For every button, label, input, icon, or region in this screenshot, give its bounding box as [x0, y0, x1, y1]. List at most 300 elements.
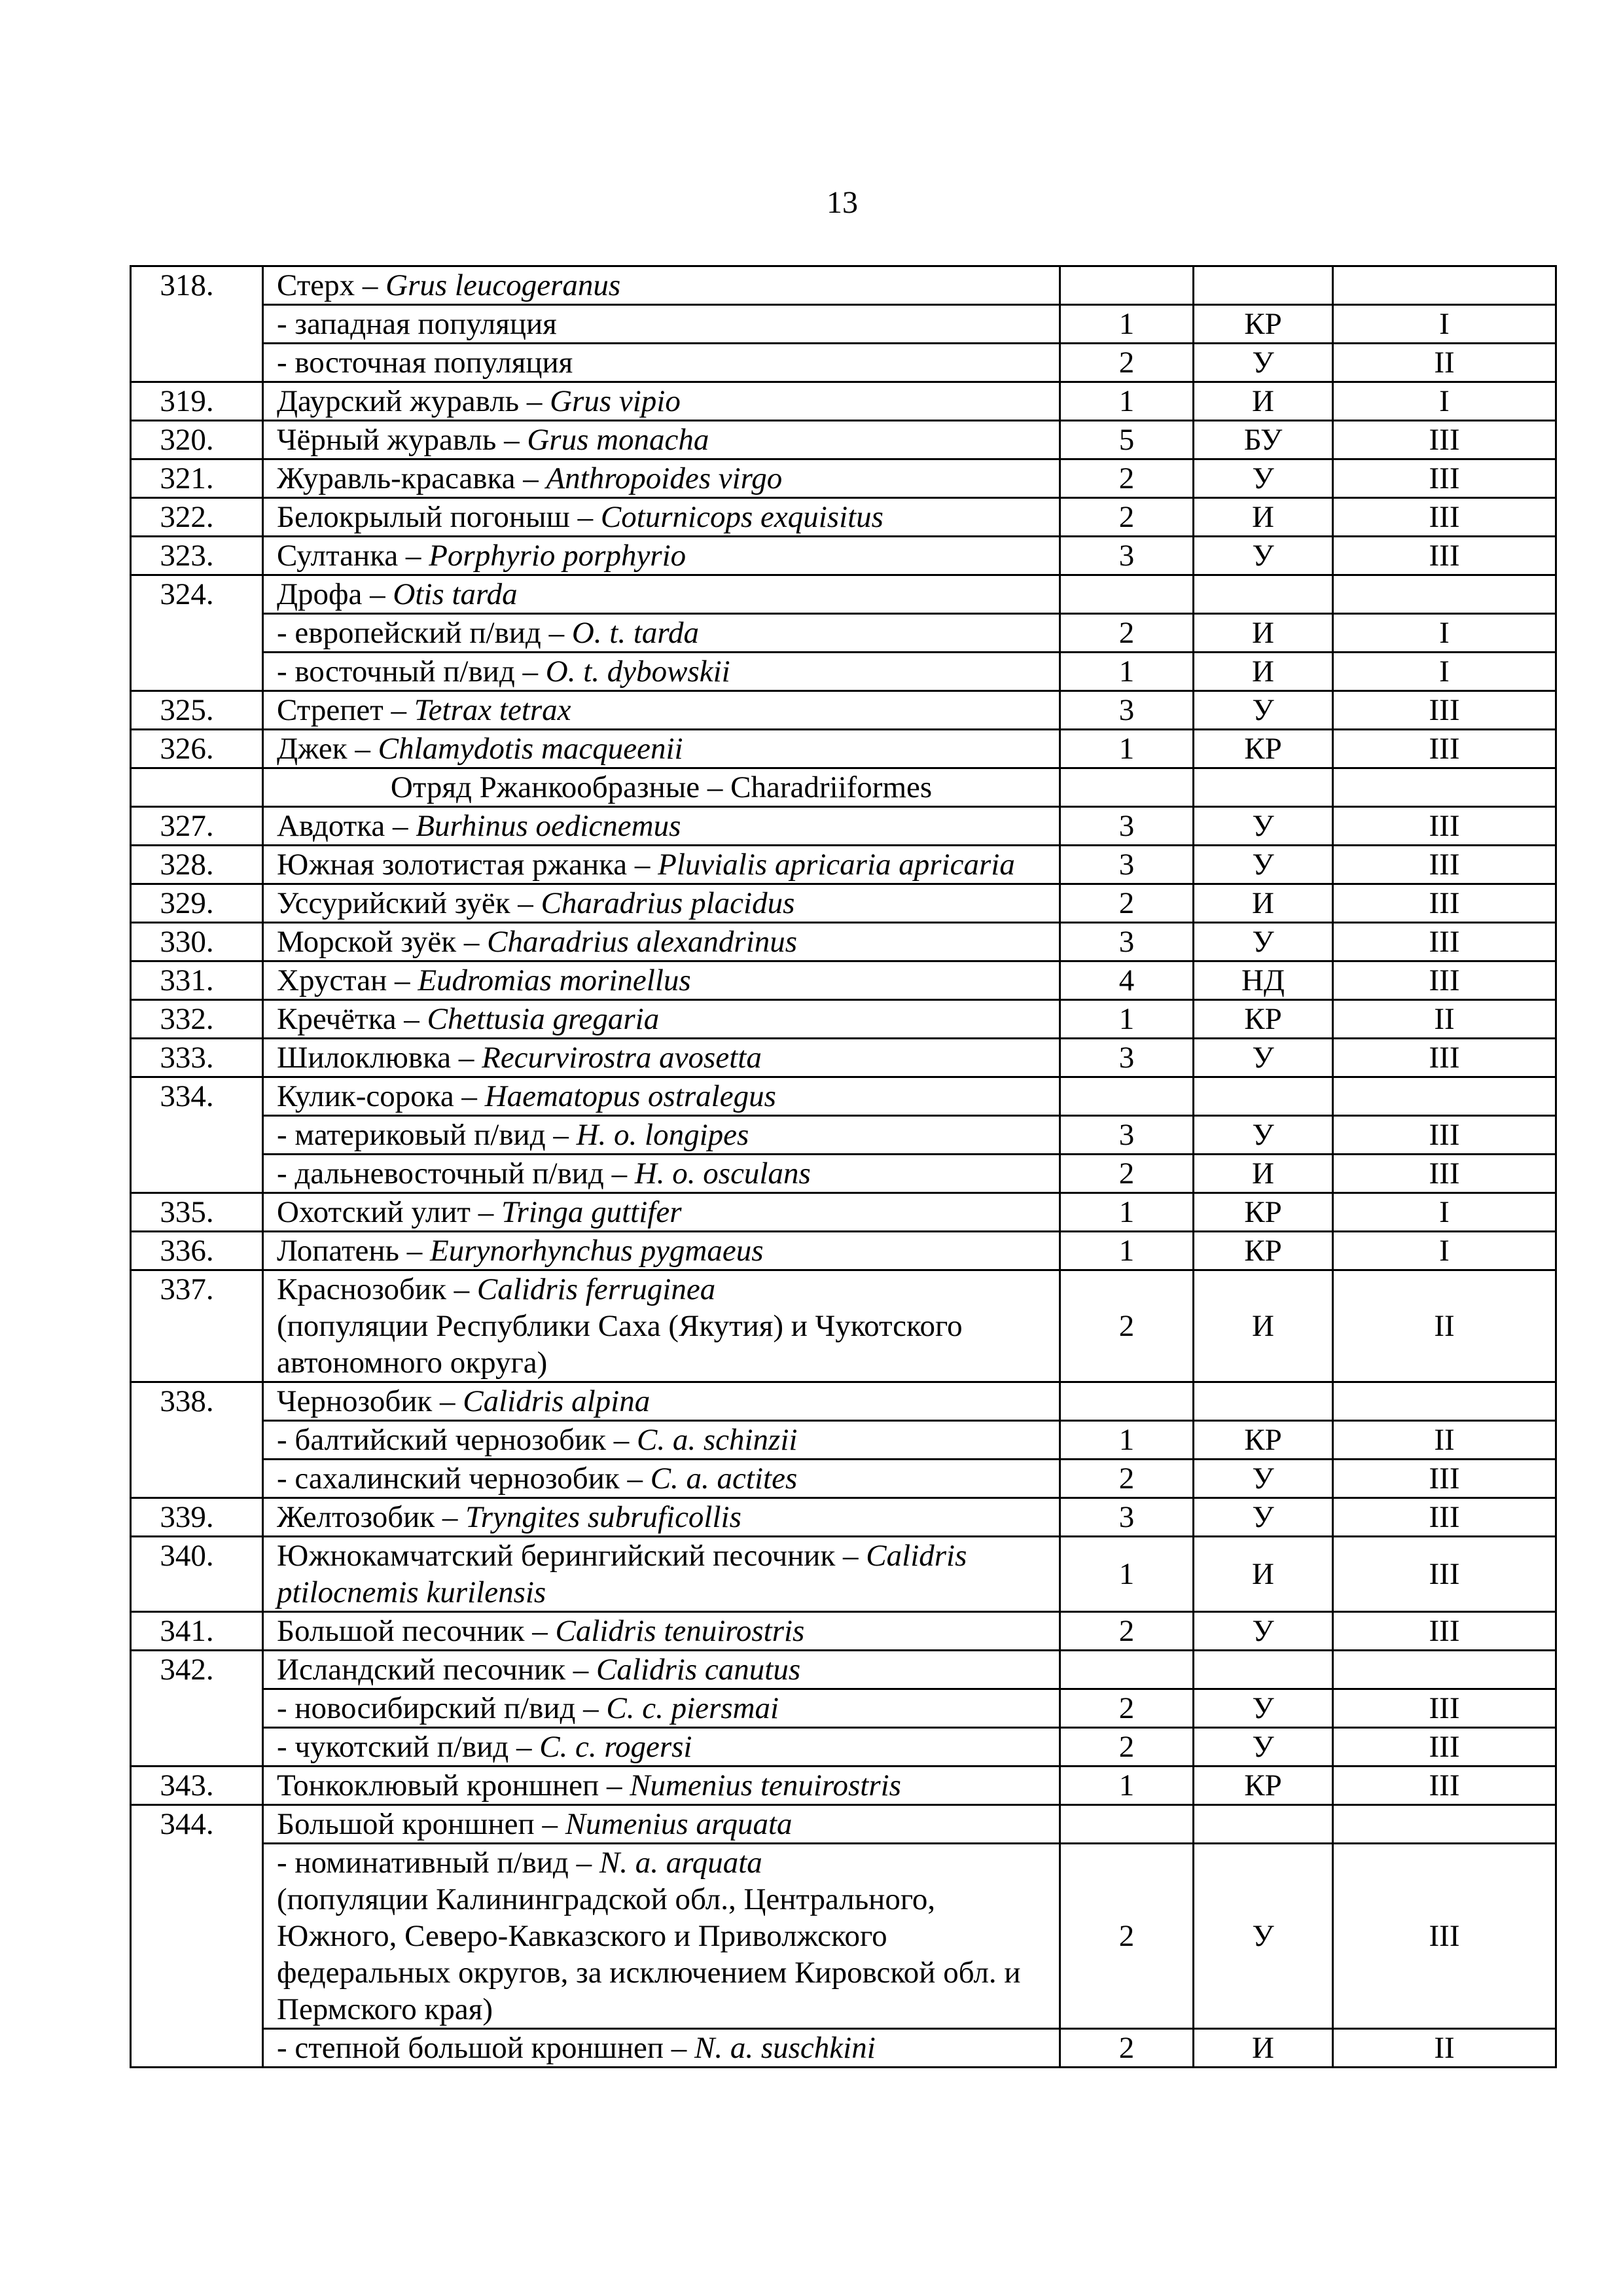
table-row [131, 459, 1556, 498]
species-name-cell [263, 1270, 1060, 1382]
priority-class [1333, 266, 1556, 305]
species-number: 331. [131, 961, 263, 1000]
rarity-category: 2 [1060, 1460, 1194, 1498]
rarity-category: 1 [1060, 382, 1194, 421]
rarity-category: 1 [1060, 1421, 1194, 1460]
rarity-category: 5 [1060, 421, 1194, 459]
russian-name: Тонкоклювый кроншнеп – [277, 1768, 630, 1803]
rarity-category: 3 [1060, 846, 1194, 884]
latin-name: Calidris tenuirostris [555, 1614, 805, 1648]
species-name-cell [263, 1193, 1060, 1232]
russian-name: Чёрный журавль – [277, 423, 527, 457]
latin-name: Pluvialis apricaria apricaria [658, 848, 1015, 882]
table-row [131, 1382, 1556, 1421]
rarity-category: 1 [1060, 305, 1194, 344]
order-title: Отряд Ржанкообразные – Charadriiformes [263, 768, 1060, 807]
priority-class: II [1333, 344, 1556, 382]
status-code: И [1194, 498, 1333, 537]
table-row [131, 1612, 1556, 1651]
rarity-category: 2 [1060, 1728, 1194, 1767]
subspecies-row [131, 1689, 1556, 1728]
priority-class: III [1333, 537, 1556, 575]
status-code [1194, 1805, 1333, 1844]
priority-class [1333, 575, 1556, 614]
rarity-category [1060, 575, 1194, 614]
status-code: И [1194, 1155, 1333, 1193]
priority-class: II [1333, 1270, 1556, 1382]
species-name-cell [263, 1039, 1060, 1077]
species-number: 323. [131, 537, 263, 575]
species-name-cell [263, 1537, 1060, 1612]
table-row [131, 1767, 1556, 1805]
status-code [1194, 575, 1333, 614]
species-number: 319. [131, 382, 263, 421]
priority-class: III [1333, 1689, 1556, 1728]
latin-name: Charadrius alexandrinus [487, 925, 798, 959]
table-row [131, 1077, 1556, 1116]
latin-name: N. a. suschkini [694, 2031, 876, 2065]
russian-name: Большой кроншнеп – [277, 1807, 565, 1841]
status-code: И [1194, 1270, 1333, 1382]
russian-name: Стрепет – [277, 693, 414, 727]
rarity-category [1060, 1077, 1194, 1116]
russian-name: - европейский п/вид – [277, 616, 572, 650]
rarity-category: 2 [1060, 2029, 1194, 2068]
species-name-cell [263, 266, 1060, 305]
latin-name: Numenius tenuirostris [630, 1768, 901, 1803]
species-name-cell [263, 807, 1060, 846]
status-code: У [1194, 1728, 1333, 1767]
species-number: 341. [131, 1612, 263, 1651]
rarity-category [1060, 1382, 1194, 1421]
russian-name: - балтийский чернозобик – [277, 1423, 637, 1457]
species-number: 338. [131, 1382, 263, 1498]
table-row [131, 730, 1556, 768]
latin-name: Numenius arquata [565, 1807, 793, 1841]
rarity-category: 3 [1060, 1116, 1194, 1155]
priority-class: III [1333, 1612, 1556, 1651]
russian-name: Уссурийский зуёк – [277, 886, 541, 920]
status-code: У [1194, 459, 1333, 498]
priority-class: III [1333, 498, 1556, 537]
table-row [131, 1193, 1556, 1232]
rarity-category: 2 [1060, 884, 1194, 923]
russian-name: - восточная популяция [277, 346, 573, 380]
latin-name: Otis tarda [393, 577, 518, 611]
priority-class: I [1333, 653, 1556, 691]
rarity-category: 1 [1060, 1000, 1194, 1039]
rarity-category: 2 [1060, 459, 1194, 498]
priority-class: III [1333, 1767, 1556, 1805]
species-name-cell [263, 2029, 1060, 2068]
subspecies-row [131, 1460, 1556, 1498]
species-name-cell [263, 575, 1060, 614]
priority-class: III [1333, 1460, 1556, 1498]
priority-class: III [1333, 1116, 1556, 1155]
rarity-category: 2 [1060, 1270, 1194, 1382]
table-row [131, 498, 1556, 537]
priority-class: I [1333, 305, 1556, 344]
status-code: КР [1194, 1767, 1333, 1805]
species-number: 334. [131, 1077, 263, 1193]
species-name-cell [263, 382, 1060, 421]
priority-class: I [1333, 614, 1556, 653]
species-name-cell [263, 1421, 1060, 1460]
priority-class: II [1333, 1421, 1556, 1460]
species-name-cell [263, 884, 1060, 923]
priority-class: III [1333, 961, 1556, 1000]
status-code [1194, 1077, 1333, 1116]
table-row [131, 1651, 1556, 1689]
russian-name: Кречётка – [277, 1002, 427, 1036]
latin-name: Burhinus oedicnemus [416, 809, 681, 843]
rarity-category: 2 [1060, 498, 1194, 537]
latin-name: Chettusia gregaria [427, 1002, 660, 1036]
order-row [131, 768, 1556, 807]
population-note: (популяции Калининградской обл., Центрального, Южного, Северо-Кавказского и Приволжского федеральных округов, за исключением Кировской обл. и Пермского края) [277, 1882, 1021, 2026]
priority-class: III [1333, 1844, 1556, 2029]
priority-class: II [1333, 1000, 1556, 1039]
latin-name: Coturnicops exquisitus [600, 500, 883, 534]
species-number: 340. [131, 1537, 263, 1612]
priority-class: III [1333, 807, 1556, 846]
rarity-category [1060, 266, 1194, 305]
species-number: 320. [131, 421, 263, 459]
russian-name: - восточный п/вид – [277, 655, 546, 689]
russian-name: Кулик-сорока – [277, 1079, 485, 1113]
russian-name: Лопатень – [277, 1234, 430, 1268]
russian-name: Морской зуёк – [277, 925, 488, 959]
empty-cell [1194, 768, 1333, 807]
rarity-category: 3 [1060, 537, 1194, 575]
rarity-category: 1 [1060, 1193, 1194, 1232]
status-code: БУ [1194, 421, 1333, 459]
rarity-category: 2 [1060, 1844, 1194, 2029]
species-number: 339. [131, 1498, 263, 1537]
latin-name: Eudromias morinellus [418, 963, 691, 997]
priority-class: III [1333, 421, 1556, 459]
latin-name: Grus monacha [527, 423, 709, 457]
species-name-cell [263, 1612, 1060, 1651]
latin-name: Anthropoides virgo [546, 461, 783, 495]
species-number: 337. [131, 1270, 263, 1382]
russian-name: Султанка – [277, 539, 429, 573]
priority-class: III [1333, 1498, 1556, 1537]
status-code: КР [1194, 305, 1333, 344]
empty-cell [131, 768, 263, 807]
rarity-category: 2 [1060, 344, 1194, 382]
status-code: КР [1194, 1421, 1333, 1460]
empty-cell [1060, 768, 1194, 807]
table-row [131, 691, 1556, 730]
species-name-cell [263, 961, 1060, 1000]
species-number: 324. [131, 575, 263, 691]
species-name-cell [263, 1382, 1060, 1421]
status-code: У [1194, 923, 1333, 961]
status-code: У [1194, 344, 1333, 382]
status-code: У [1194, 1039, 1333, 1077]
latin-name: C. a. actites [650, 1462, 798, 1496]
species-number: 344. [131, 1805, 263, 2068]
priority-class: III [1333, 1155, 1556, 1193]
species-number: 330. [131, 923, 263, 961]
species-name-cell [263, 1844, 1060, 2029]
russian-name: - материковый п/вид – [277, 1118, 577, 1152]
russian-name: Охотский улит – [277, 1195, 501, 1229]
latin-name: H. o. osculans [634, 1157, 811, 1191]
rarity-category: 3 [1060, 1039, 1194, 1077]
species-name-cell [263, 1651, 1060, 1689]
russian-name: Белокрылый погоныш – [277, 500, 601, 534]
subspecies-row [131, 1155, 1556, 1193]
priority-class [1333, 1077, 1556, 1116]
species-name-cell [263, 1232, 1060, 1270]
population-note: (популяции Республики Саха (Якутия) и Чукотского автономного округа) [277, 1309, 963, 1380]
latin-name: C. a. schinzii [636, 1423, 798, 1457]
rarity-category: 3 [1060, 1498, 1194, 1537]
table-row [131, 923, 1556, 961]
latin-name: Porphyrio porphyrio [429, 539, 687, 573]
species-name-cell [263, 1498, 1060, 1537]
rarity-category: 1 [1060, 653, 1194, 691]
red-book-species-table [130, 265, 1557, 2068]
status-code: У [1194, 846, 1333, 884]
latin-name: O. t. dybowskii [545, 655, 730, 689]
subspecies-row [131, 305, 1556, 344]
species-name-cell [263, 459, 1060, 498]
species-name-cell [263, 305, 1060, 344]
species-number: 336. [131, 1232, 263, 1270]
species-name-cell [263, 421, 1060, 459]
species-number: 318. [131, 266, 263, 382]
rarity-category: 2 [1060, 1612, 1194, 1651]
status-code: КР [1194, 1232, 1333, 1270]
status-code: И [1194, 2029, 1333, 2068]
russian-name: Стерх – [277, 268, 386, 302]
status-code: У [1194, 1116, 1333, 1155]
status-code: У [1194, 807, 1333, 846]
russian-name: Джек – [277, 732, 378, 766]
table-row [131, 421, 1556, 459]
rarity-category: 1 [1060, 1232, 1194, 1270]
species-name-cell [263, 1689, 1060, 1728]
species-name-cell [263, 537, 1060, 575]
status-code: У [1194, 1498, 1333, 1537]
empty-cell [1333, 768, 1556, 807]
subspecies-row [131, 1421, 1556, 1460]
subspecies-row [131, 1728, 1556, 1767]
subspecies-row [131, 1116, 1556, 1155]
rarity-category: 1 [1060, 1537, 1194, 1612]
rarity-category: 2 [1060, 1155, 1194, 1193]
latin-name: C. c. rogersi [539, 1730, 692, 1764]
species-name-cell [263, 1077, 1060, 1116]
subspecies-row [131, 1844, 1556, 2029]
russian-name: Хрустан – [277, 963, 418, 997]
status-code: НД [1194, 961, 1333, 1000]
russian-name: Южная золотистая ржанка – [277, 848, 658, 882]
table-row [131, 807, 1556, 846]
latin-name: Grus vipio [550, 384, 681, 418]
status-code: У [1194, 1460, 1333, 1498]
latin-name: Calidris alpina [463, 1384, 651, 1418]
status-code: КР [1194, 730, 1333, 768]
russian-name: - дальневосточный п/вид – [277, 1157, 635, 1191]
latin-name: Tetrax tetrax [414, 693, 571, 727]
table-row [131, 575, 1556, 614]
status-code: У [1194, 1612, 1333, 1651]
rarity-category: 1 [1060, 1767, 1194, 1805]
rarity-category: 3 [1060, 807, 1194, 846]
status-code: И [1194, 653, 1333, 691]
status-code: И [1194, 1537, 1333, 1612]
species-number: 332. [131, 1000, 263, 1039]
species-name-cell [263, 498, 1060, 537]
species-number: 335. [131, 1193, 263, 1232]
table-row [131, 1270, 1556, 1382]
status-code: У [1194, 1689, 1333, 1728]
species-name-cell [263, 653, 1060, 691]
subspecies-row [131, 2029, 1556, 2068]
priority-class: III [1333, 1537, 1556, 1612]
latin-name: Haematopus ostralegus [484, 1079, 776, 1113]
table-row [131, 1000, 1556, 1039]
species-name-cell [263, 344, 1060, 382]
latin-name: H. o. longipes [576, 1118, 749, 1152]
species-name-cell [263, 1767, 1060, 1805]
priority-class [1333, 1805, 1556, 1844]
rarity-category: 2 [1060, 614, 1194, 653]
latin-name: Chlamydotis macqueenii [378, 732, 683, 766]
subspecies-row [131, 653, 1556, 691]
russian-name: - степной большой кроншнеп – [277, 2031, 694, 2065]
species-number: 333. [131, 1039, 263, 1077]
russian-name: - западная популяция [277, 307, 557, 341]
table-row [131, 961, 1556, 1000]
priority-class: III [1333, 730, 1556, 768]
priority-class: I [1333, 1232, 1556, 1270]
russian-name: - сахалинский чернозобик – [277, 1462, 651, 1496]
latin-name: Tryngites subruficollis [465, 1500, 741, 1534]
status-code [1194, 1651, 1333, 1689]
status-code [1194, 266, 1333, 305]
status-code: У [1194, 537, 1333, 575]
species-number: 327. [131, 807, 263, 846]
priority-class: I [1333, 382, 1556, 421]
latin-name: Charadrius placidus [541, 886, 795, 920]
latin-name: N. a. arquata [599, 1846, 762, 1880]
table-row [131, 884, 1556, 923]
latin-name: Recurvirostra avosetta [482, 1041, 762, 1075]
latin-name: Tringa guttifer [501, 1195, 682, 1229]
priority-class [1333, 1651, 1556, 1689]
table-row [131, 846, 1556, 884]
russian-name: Шилоклювка – [277, 1041, 482, 1075]
rarity-category: 1 [1060, 730, 1194, 768]
subspecies-row [131, 344, 1556, 382]
latin-name: Calidris ferruginea [476, 1272, 716, 1306]
rarity-category: 3 [1060, 923, 1194, 961]
priority-class: III [1333, 1728, 1556, 1767]
priority-class: III [1333, 923, 1556, 961]
rarity-category: 2 [1060, 1689, 1194, 1728]
russian-name: - номинативный п/вид – [277, 1846, 599, 1880]
species-number: 342. [131, 1651, 263, 1767]
species-name-cell [263, 1000, 1060, 1039]
species-number: 326. [131, 730, 263, 768]
species-number: 329. [131, 884, 263, 923]
russian-name: Журавль-красавка – [277, 461, 546, 495]
species-number: 321. [131, 459, 263, 498]
species-name-cell [263, 1155, 1060, 1193]
status-code: И [1194, 614, 1333, 653]
species-name-cell [263, 614, 1060, 653]
status-code [1194, 1382, 1333, 1421]
species-name-cell [263, 846, 1060, 884]
latin-name: Calidris ptilocnemis kurilensis [277, 1539, 967, 1609]
priority-class: III [1333, 884, 1556, 923]
species-name-cell [263, 1805, 1060, 1844]
table-row [131, 1232, 1556, 1270]
russian-name: - новосибирский п/вид – [277, 1691, 607, 1725]
latin-name: O. t. tarda [571, 616, 699, 650]
species-number: 325. [131, 691, 263, 730]
priority-class: III [1333, 459, 1556, 498]
species-number: 328. [131, 846, 263, 884]
table-row [131, 1039, 1556, 1077]
russian-name: Даурский журавль – [277, 384, 550, 418]
table-body [131, 266, 1556, 2068]
russian-name: Чернозобик – [277, 1384, 463, 1418]
species-number: 343. [131, 1767, 263, 1805]
page-number: 13 [827, 185, 858, 220]
priority-class: III [1333, 846, 1556, 884]
species-name-cell [263, 1728, 1060, 1767]
table-row [131, 266, 1556, 305]
rarity-category: 3 [1060, 691, 1194, 730]
russian-name: Исландский песочник – [277, 1653, 597, 1687]
table-row [131, 1498, 1556, 1537]
status-code: КР [1194, 1193, 1333, 1232]
latin-name: C. c. piersmai [606, 1691, 779, 1725]
priority-class: III [1333, 1039, 1556, 1077]
rarity-category [1060, 1805, 1194, 1844]
rarity-category: 4 [1060, 961, 1194, 1000]
priority-class [1333, 1382, 1556, 1421]
species-name-cell [263, 923, 1060, 961]
table-row [131, 1805, 1556, 1844]
rarity-category [1060, 1651, 1194, 1689]
table-row [131, 537, 1556, 575]
table-row [131, 382, 1556, 421]
russian-name: Желтозобик – [277, 1500, 466, 1534]
russian-name: - чукотский п/вид – [277, 1730, 540, 1764]
russian-name: Авдотка – [277, 809, 416, 843]
latin-name: Eurynorhynchus pygmaeus [430, 1234, 764, 1268]
russian-name: Большой песочник – [277, 1614, 556, 1648]
species-name-cell [263, 730, 1060, 768]
priority-class: II [1333, 2029, 1556, 2068]
subspecies-row [131, 614, 1556, 653]
status-code: И [1194, 884, 1333, 923]
status-code: КР [1194, 1000, 1333, 1039]
latin-name: Grus leucogeranus [385, 268, 621, 302]
russian-name: Краснозобик – [277, 1272, 477, 1306]
latin-name: Calidris canutus [596, 1653, 801, 1687]
priority-class: III [1333, 691, 1556, 730]
species-number: 322. [131, 498, 263, 537]
russian-name: Дрофа – [277, 577, 393, 611]
